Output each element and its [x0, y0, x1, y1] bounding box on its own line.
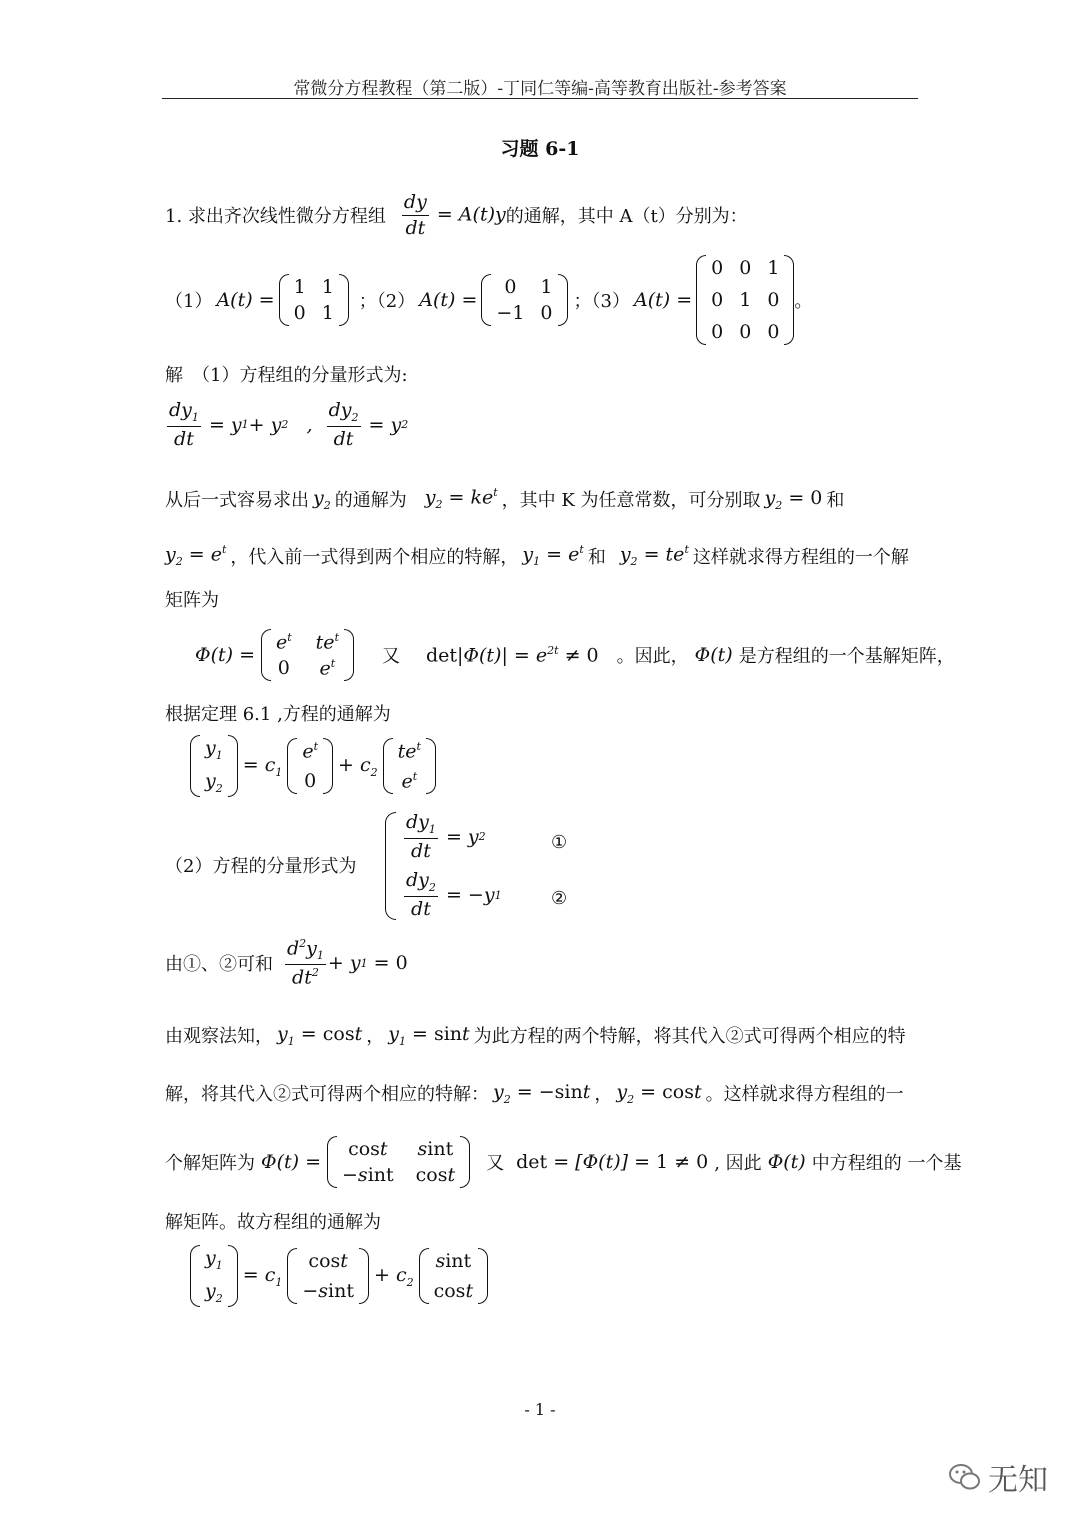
matrix-cases: （1） A(t) = 1 1 0 1 ；（2） A(t) = 0 1 −1 0 ；（3） A(t) = 0 0 1 0 1 0 0 0 0 。 [165, 257, 813, 343]
system-equation: $\frac{dy}{dt}$ = A(t)y [403, 191, 506, 239]
end-mark: 。 [794, 291, 813, 312]
part2-intro: （2）方程的分量形式为 [165, 856, 357, 877]
matrix-case2: 0 1 −1 0 [481, 274, 567, 326]
text-line2: $y_2 = e^t$ ，代入前一式得到两个相应的特解， $y_1 = e^t$ 和 $y_2 = te^t$ 这样就求得方程组的一个解 [165, 543, 909, 569]
obs-line1: 由观察法知， $y_1 = \cos t$ ， $y_1 = \sin t$ 为此方程的两个特解，将其代入②式可得两个相应的特 [165, 1022, 906, 1048]
problem-statement [165, 192, 748, 239]
phi-matrix-1: $e^t$ $te^t$ 0 $e^t$ [261, 629, 354, 682]
running-header: 常微分方程教程（第二版）-丁同仁等编-高等教育出版社-参考答案 [293, 79, 787, 99]
problem-intro-suffix: 的通解，其中 A（t）分别为： [505, 206, 748, 228]
obs-line2: 解，将其代入②式可得两个相应的特解： $y_2 = -\sin t$ ， $y_2 = \cos t$ 。这样就求得方程组的一 [165, 1080, 904, 1106]
text-line1: 从后一式容易求出 $y_2$ 的通解为 $y_2 = ke^t$ ，其中 K 为任意常数，可分别取 $y_2 = 0$ 和 [165, 486, 845, 512]
problem-intro: 1. 求出齐次线性微分方程组 [165, 206, 386, 228]
obs-line4: 解矩阵。故方程组的通解为 [165, 1212, 381, 1233]
watermark [948, 1455, 1048, 1499]
circle-2: ② [551, 888, 568, 909]
obs-line3: 个解矩阵为 Φ(t) = cost sint −sint cost 又 det = [Φ(t)] = 1 ≠ 0 , 因此 Φ(t) 中方程组的 一个基 [165, 1138, 962, 1186]
matrix-case3: 0 0 1 0 1 0 0 0 0 [696, 255, 794, 345]
circle-1: ① [551, 832, 568, 853]
page-number: - 1 - [524, 1400, 556, 1419]
case2-label: ；（2） [358, 291, 416, 312]
case3-label: ；（3） [573, 291, 630, 312]
theorem-line: 根据定理 6.1 ,方程的通解为 [165, 704, 391, 725]
text-line3: 矩阵为 [165, 590, 219, 611]
second-order-equation: 由①、②可和 $\frac{d^2y_1}{dt^2}$ + y 1 = 0 [165, 937, 408, 989]
case1-label: （1） [165, 291, 213, 312]
header-rule [162, 98, 918, 99]
component-equations: $\frac{dy_1}{dt}$ = y 1 + y 2 , $\frac{dy_2}{dt}$ = y 2 [169, 399, 409, 450]
section-title: 习题 6-1 [500, 138, 580, 160]
system-part2: $\frac{dy_1}{dt}$ = y 2 $\frac{dy_2}{dt}$ = −y 1 [385, 812, 502, 920]
part1-intro: 解 （1）方程组的分量形式为: [165, 365, 408, 386]
watermark-text: 无知 [988, 1463, 1048, 1498]
wechat-icon [948, 1462, 982, 1492]
matrix-case1: 1 1 0 1 [279, 274, 349, 326]
phi-matrix-2: cost sint −sint cost [327, 1136, 470, 1188]
general-solution-2: $y_1$ $y_2$ = $c_1$ cost −sint + $c_2$ sint cost [190, 1245, 488, 1307]
general-solution-1: $y_1$ $y_2$ = $c_1$ $e^t$ 0 + $c_2$ $te^t$ $e^t$ [190, 735, 436, 797]
phi-matrix-line: Φ(t) = $e^t$ $te^t$ 0 $e^t$ 又 $\det|\Phi(t)| = e^{2t} \ne 0$ 。因此， Φ(t) 是方程组的一个基解矩阵， [195, 630, 955, 680]
